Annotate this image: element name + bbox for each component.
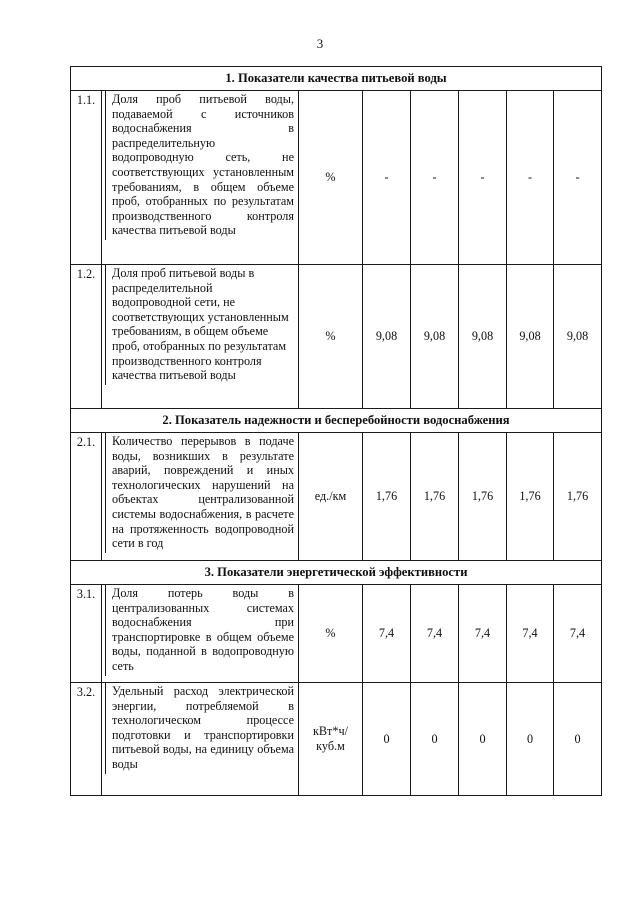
row-number: 3.1. [71,585,102,683]
row-number: 2.1. [71,433,102,561]
table-row [71,91,602,265]
value-cell: 0 [459,683,507,796]
value-cell: - [554,91,602,265]
value-cell: 0 [554,683,602,796]
row-description-cell [102,585,299,683]
row-description: Удельный расход электрической энергии, потребляемой в технологическом процессе подготовки и транспортировки питьевой воды, на единицу объема воды [105,683,298,774]
section-title: 2. Показатель надежности и бесперебойности водоснабжения [71,409,602,433]
row-unit: % [299,91,363,265]
value-cell: 7,4 [507,585,554,683]
value-cell: 0 [363,683,411,796]
section-title: 3. Показатели энергетической эффективности [71,561,602,585]
section-header-row [71,67,602,91]
value-cell: 9,08 [363,265,411,409]
value-cell: 7,4 [411,585,459,683]
value-cell: 1,76 [507,433,554,561]
value-cell: 9,08 [554,265,602,409]
row-description-cell [102,683,299,796]
value-cell: - [459,91,507,265]
page-number: 3 [316,36,324,51]
row-number: 1.2. [71,265,102,409]
value-cell: - [411,91,459,265]
indicators-table [70,66,602,796]
value-cell: 7,4 [363,585,411,683]
value-cell: 0 [411,683,459,796]
row-number: 1.1. [71,91,102,265]
row-description-cell [102,433,299,561]
value-cell: 9,08 [411,265,459,409]
table-row [71,585,602,683]
row-description: Доля проб питьевой воды, подаваемой с источников водоснабжения в распределительную водопроводную сеть, не соответствующих установленным требованиям, в общем объеме проб, отобранных по результатам производственного контроля качества питьевой воды [105,91,298,240]
row-description: Количество перерывов в подаче воды, возникших в результате аварий, повреждений и иных технологических нарушений на объектах централизованной системы водоснабжения, в расчете на протяженность водопроводной сети в год [105,433,298,553]
table-row [71,433,602,561]
section-header-row [71,561,602,585]
value-cell: 1,76 [363,433,411,561]
row-description: Доля проб питьевой воды в распределительной водопроводной сети, не соответствующих установленным требованиям, в общем объеме проб, отобранных по результатам производственного контроля качества питьевой воды [105,265,298,385]
table-row [71,683,602,796]
row-description-cell [102,265,299,409]
row-unit: % [299,585,363,683]
value-cell: - [507,91,554,265]
row-unit: ед./км [299,433,363,561]
row-number: 3.2. [71,683,102,796]
value-cell: 1,76 [459,433,507,561]
value-cell: 9,08 [507,265,554,409]
value-cell: 9,08 [459,265,507,409]
section-title: 1. Показатели качества питьевой воды [71,67,602,91]
row-description: Доля потерь воды в централизованных системах водоснабжения при транспортировке в общем объеме воды, поданной в водопроводную сеть [105,585,298,676]
value-cell: - [363,91,411,265]
value-cell: 1,76 [554,433,602,561]
value-cell: 1,76 [411,433,459,561]
row-unit: % [299,265,363,409]
value-cell: 0 [507,683,554,796]
row-description-cell [102,91,299,265]
row-unit: кВт*ч/ куб.м [299,683,363,796]
table-row [71,265,602,409]
value-cell: 7,4 [459,585,507,683]
value-cell: 7,4 [554,585,602,683]
section-header-row [71,409,602,433]
